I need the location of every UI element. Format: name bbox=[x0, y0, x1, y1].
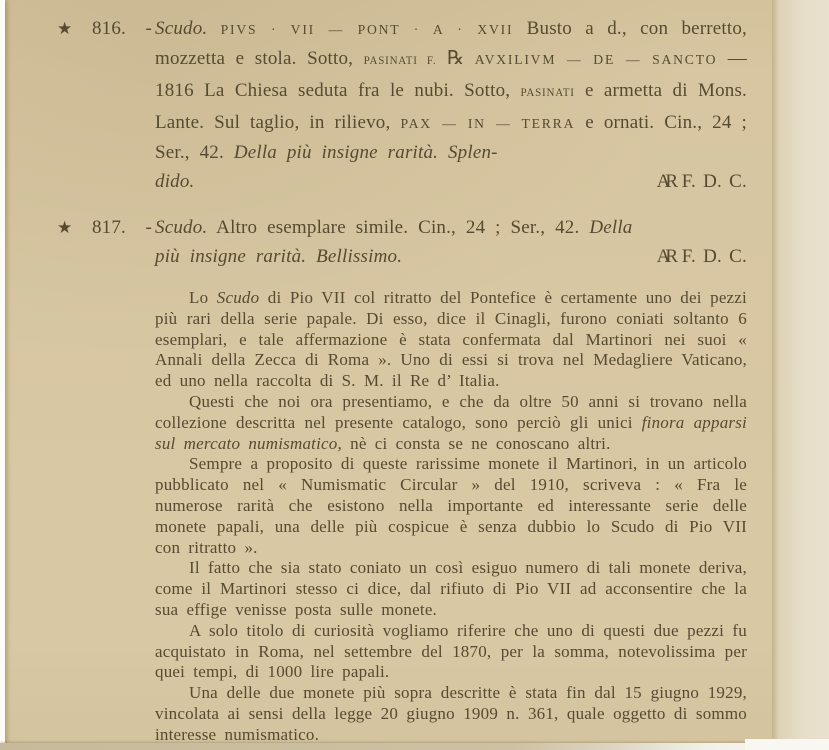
commentary-paragraph-5: A solo titolo di curiosità vogliamo riferire che uno di questi due pezzi fu acquistato in Roma, nel settembre del 1870, per la somma, notevolissima per quei tempi, di 1000 lire papali. bbox=[155, 620, 747, 682]
catalog-page-content bbox=[57, 14, 747, 746]
entry-817-last-line bbox=[155, 242, 747, 271]
entry-816-description: Scudo. PIVS · VII — PONT · A · XVII Busto a d., con berretto, mozzetta e stola. Sotto, PASINATI F. ℞ AVXILIVM — DE — SANCTO — 1816 La Chiesa seduta fra le nubi. Sotto, PASINATI e armetta di Mons. Lante. Sul taglio, in rilievo, PAX — IN — TERRA e ornati. Cin., 24 ; Ser., 42. Della più insigne rarità. Splen- bbox=[155, 18, 747, 163]
lot-dash: - bbox=[145, 217, 152, 238]
page-corner-bottom-right bbox=[745, 739, 829, 750]
page-edge-right bbox=[772, 0, 829, 750]
entry-817-label bbox=[57, 213, 152, 242]
entry-816-label bbox=[57, 14, 152, 43]
star-icon: ★ bbox=[57, 218, 73, 237]
page-edge-left bbox=[0, 0, 5, 750]
catalog-entry-817 bbox=[57, 213, 747, 271]
metal-symbol-silver: AR bbox=[656, 171, 674, 192]
entry-817-description: Scudo. Altro esemplare simile. Cin., 24 ; Ser., 42. Della bbox=[155, 217, 633, 238]
commentary-paragraph-6: Una delle due monete più sopra descritte è stata fin dal 15 giugno 1929, vincolata ai sensi della legge 20 giugno 1909 n. 361, quale oggetto di sommo interesse numismatico. bbox=[155, 683, 747, 744]
commentary-paragraph-1: Lo Scudo di Pio VII col ritratto del Pontefice è certamente uno dei pezzi più rari della serie papale. Di esso, dice il Cinagli, furono coniati soltanto 6 esemplari, e tale affermazione è stata confermata dal Martinori nei suoi « Annali della Zecca di Roma ». Uno di essi si trova nel Medagliere Vaticano, ed uno nella raccolta di S. M. il Re d’ Italia. bbox=[155, 288, 747, 391]
lot-dash: - bbox=[145, 18, 152, 39]
entry-817-last-words: più insigne rarità. Bellissimo. bbox=[155, 246, 403, 267]
entry-817-grade bbox=[657, 242, 747, 271]
commentary-block bbox=[155, 288, 747, 746]
grade-text: F. D. C. bbox=[681, 246, 747, 267]
lot-number-816: 816. bbox=[91, 18, 126, 39]
grade-text: F. D. C. bbox=[681, 171, 747, 192]
star-icon: ★ bbox=[57, 19, 73, 38]
lot-number-817: 817. bbox=[91, 217, 126, 238]
metal-symbol-silver: AR bbox=[656, 246, 674, 267]
commentary-paragraph-3: Sempre a proposito di queste rarissime monete il Martinori, in un articolo pubblicato nel « Numismatic Circular » del 1910, scriveva : « Fra le numerose rarità che esistono nella importante ed interessante serie delle monete papali, una delle più cospicue è senza dubbio lo Scudo di Pio VII con ritratto ». bbox=[155, 454, 747, 557]
commentary-paragraph-4: Il fatto che sia stato coniato un così esiguo numero di tali monete deriva, come il Martinori stesso ci dice, dal rifiuto di Pio VII ad acconsentire che la sua effige venisse posta sulle monete. bbox=[155, 558, 747, 619]
entry-816-grade bbox=[657, 167, 747, 196]
commentary-paragraph-2: Questi che noi ora presentiamo, e che da oltre 50 anni si trovano nella collezione descritta nel presente catalogo, sono perciò gli unici finora apparsi sul mercato numismatico, nè ci consta se ne conoscano altri. bbox=[155, 391, 747, 453]
catalog-entry-816 bbox=[57, 14, 747, 196]
entry-816-last-line bbox=[155, 167, 747, 196]
entry-816-last-words: dido. bbox=[155, 171, 195, 192]
